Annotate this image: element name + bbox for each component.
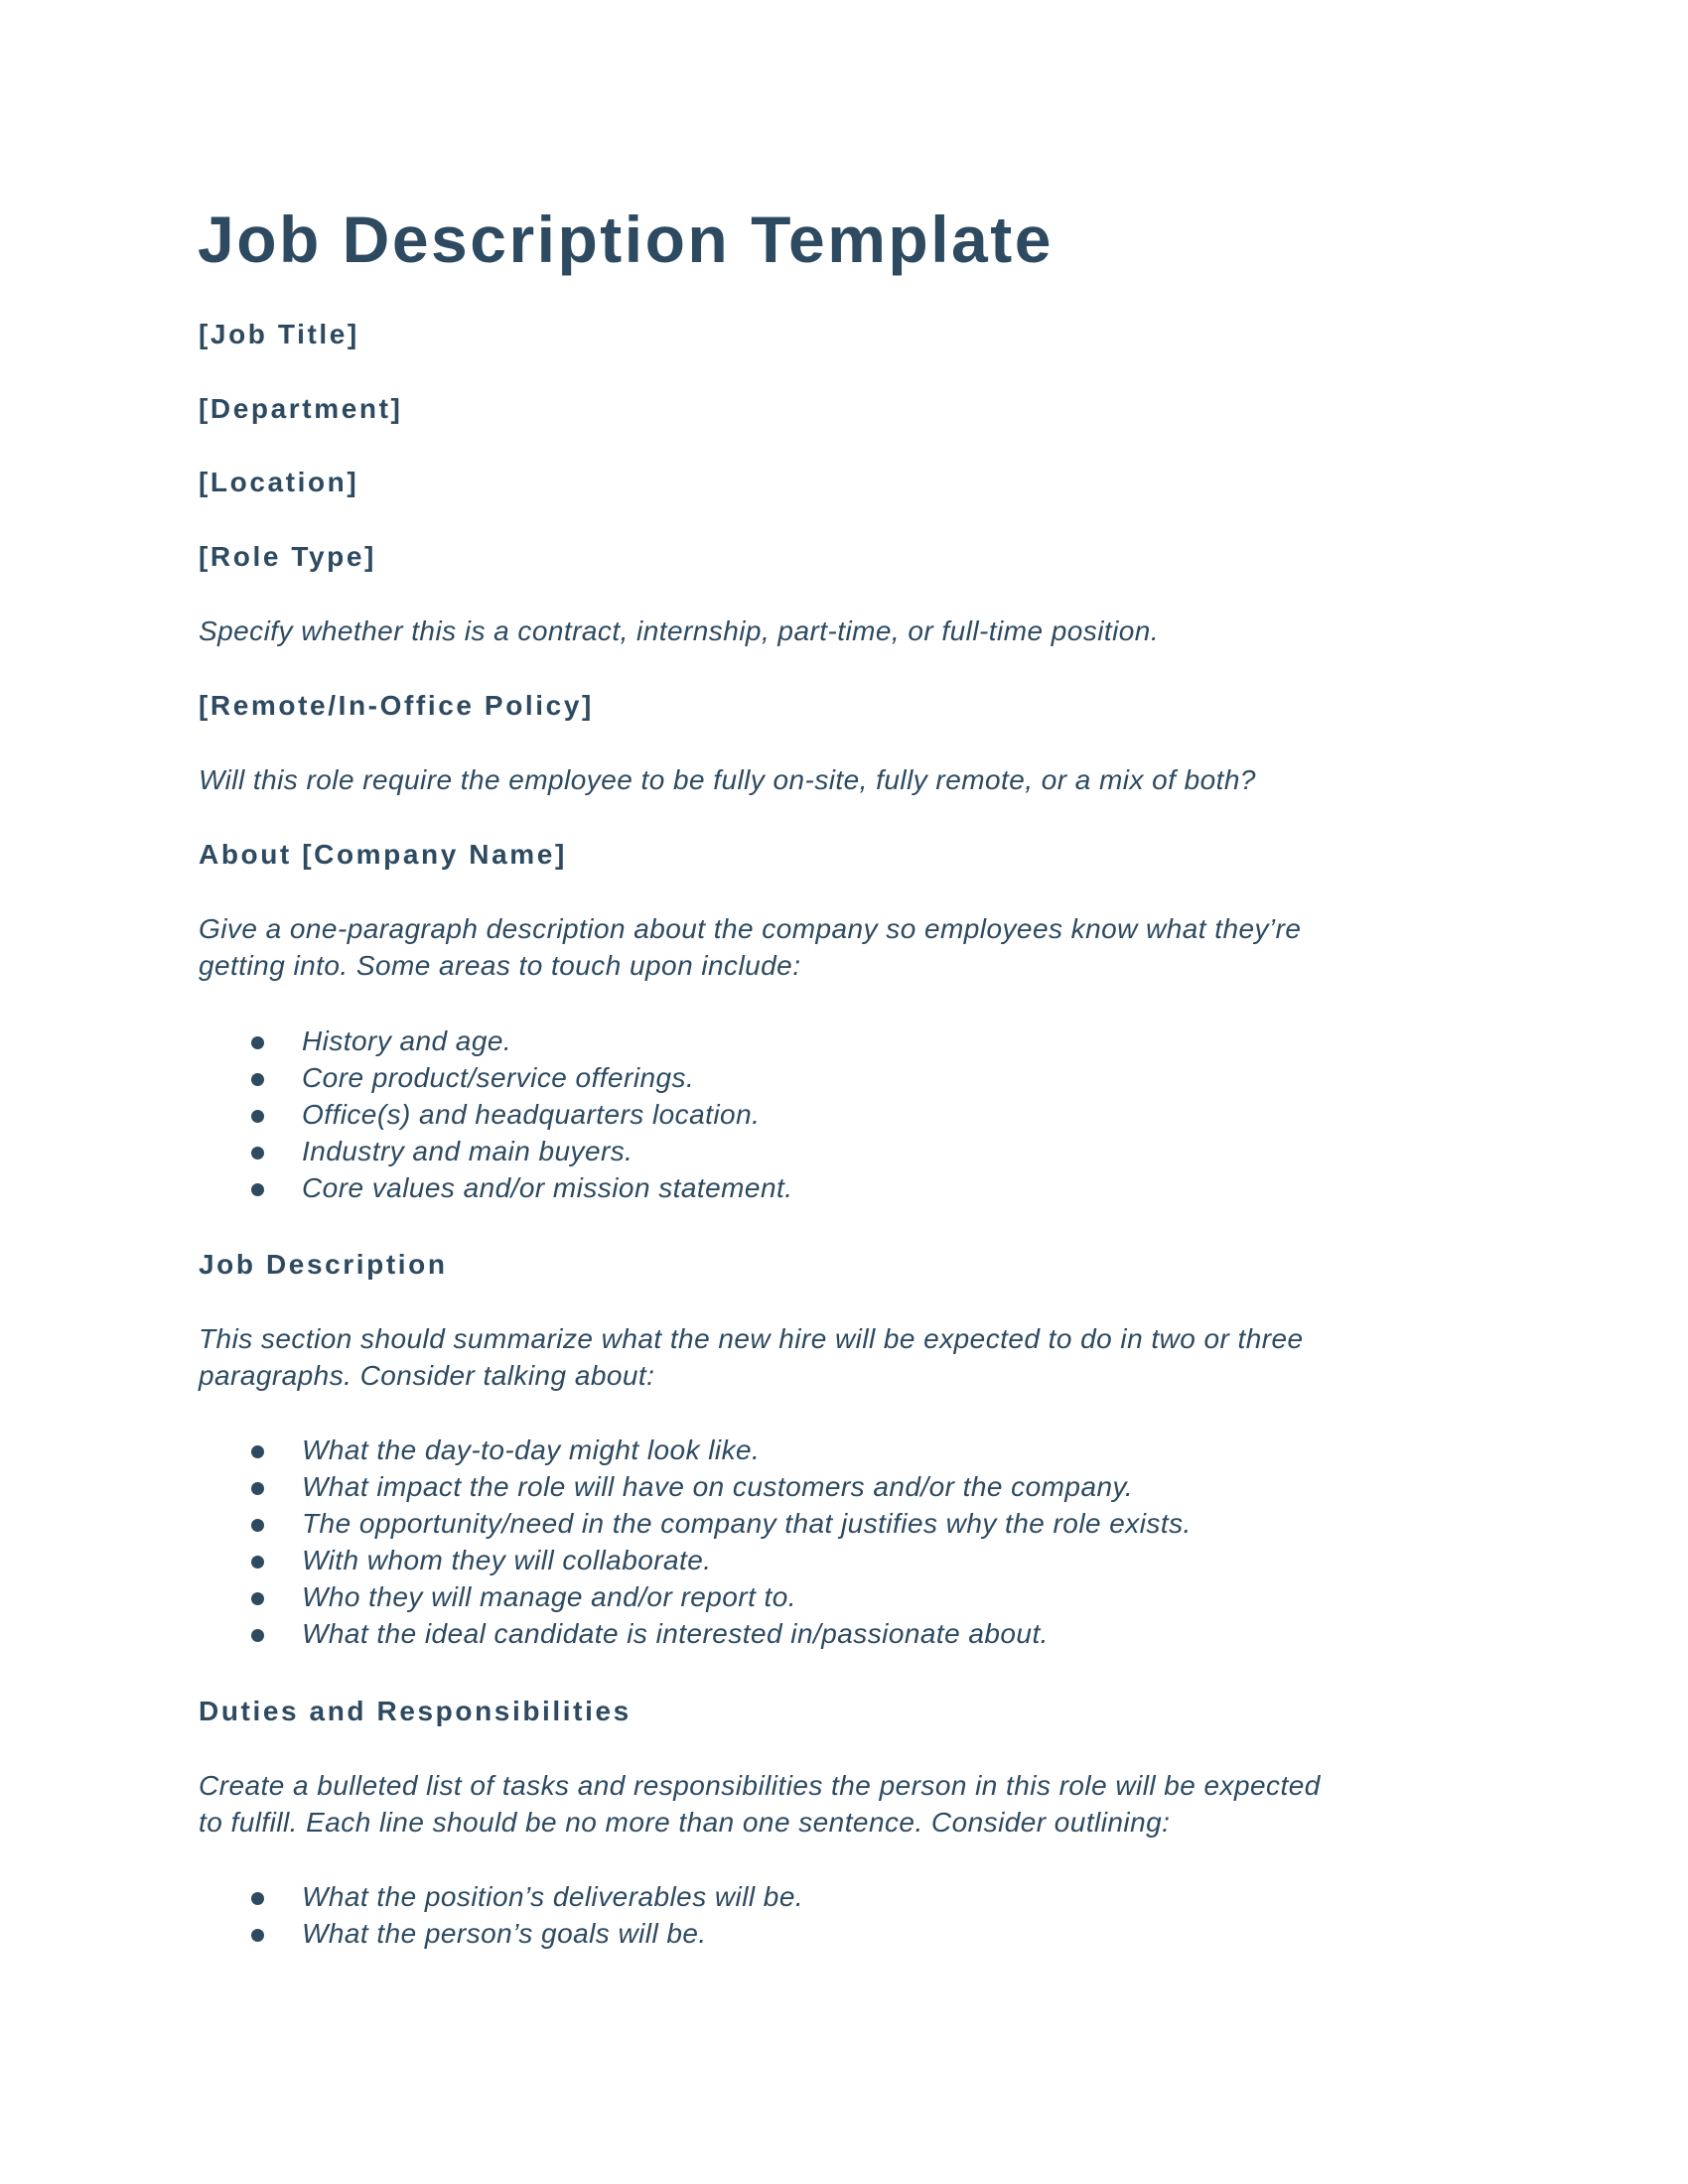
bullet-icon xyxy=(251,1147,264,1160)
remote-policy-hint xyxy=(199,761,1256,798)
role-type-hint xyxy=(199,613,1159,649)
duties-paragraph-line: Create a bulleted list of tasks and responsibilities the person in this role will be expected xyxy=(199,1770,1321,1801)
list-item-text: What the person’s goals will be. xyxy=(302,1918,707,1949)
role-type-field: [Role Type] xyxy=(199,541,376,572)
list-item-text: What impact the role will have on customers and/or the company. xyxy=(302,1471,1134,1502)
about-paragraph xyxy=(199,910,1301,984)
document-title: Job Description Template xyxy=(198,203,1054,276)
bullet-icon xyxy=(251,1482,264,1495)
list-item-text: Who they will manage and/or report to. xyxy=(302,1581,797,1612)
location-field: [Location] xyxy=(199,467,359,497)
list-item-text: Core values and/or mission statement. xyxy=(302,1172,793,1203)
bullet-icon xyxy=(251,1073,264,1086)
duties-heading: Duties and Responsibilities xyxy=(199,1696,632,1726)
about-paragraph-line: getting into. Some areas to touch upon include: xyxy=(199,950,801,981)
bullet-icon xyxy=(251,1892,264,1905)
bullet-icon xyxy=(251,1519,264,1532)
job-title-field: [Job Title] xyxy=(199,319,359,349)
bullet-icon xyxy=(251,1183,264,1196)
role-type-hint-text: Specify whether this is a contract, internship, part-time, or full-time position. xyxy=(199,615,1160,646)
bullet-icon xyxy=(251,1445,264,1458)
list-item-text: Office(s) and headquarters location. xyxy=(302,1099,761,1130)
list-item-text: Core product/service offerings. xyxy=(302,1062,695,1093)
list-item-text: History and age. xyxy=(302,1025,512,1056)
list-item-text: Industry and main buyers. xyxy=(302,1136,633,1166)
job-description-heading: Job Description xyxy=(199,1249,448,1280)
list-item-text: What the position’s deliverables will be. xyxy=(302,1881,804,1912)
bullet-icon xyxy=(251,1592,264,1605)
job-description-paragraph-line: paragraphs. Consider talking about: xyxy=(199,1360,655,1391)
department-field: [Department] xyxy=(199,393,403,424)
bullet-icon xyxy=(251,1110,264,1123)
about-paragraph-line: Give a one-paragraph description about the company so employees know what they’re xyxy=(199,913,1302,944)
bullet-icon xyxy=(251,1629,264,1642)
bullet-icon xyxy=(251,1929,264,1942)
about-heading: About [Company Name] xyxy=(199,839,567,870)
bullet-icon xyxy=(251,1556,264,1569)
duties-paragraph-line: to fulfill. Each line should be no more than one sentence. Consider outlining: xyxy=(199,1807,1171,1838)
job-description-paragraph-line: This section should summarize what the new hire will be expected to do in two or three xyxy=(199,1323,1304,1354)
job-description-paragraph xyxy=(199,1320,1304,1394)
duties-paragraph xyxy=(199,1767,1321,1841)
remote-policy-hint-text: Will this role require the employee to be fully on-site, fully remote, or a mix of both? xyxy=(199,764,1256,795)
list-item-text: The opportunity/need in the company that justifies why the role exists. xyxy=(302,1508,1192,1539)
remote-policy-field: [Remote/In-Office Policy] xyxy=(199,690,594,721)
bullet-icon xyxy=(251,1036,264,1049)
list-item-text: With whom they will collaborate. xyxy=(302,1545,712,1575)
list-item-text: What the ideal candidate is interested in/passionate about. xyxy=(302,1618,1049,1649)
list-item-text: What the day-to-day might look like. xyxy=(302,1434,761,1465)
